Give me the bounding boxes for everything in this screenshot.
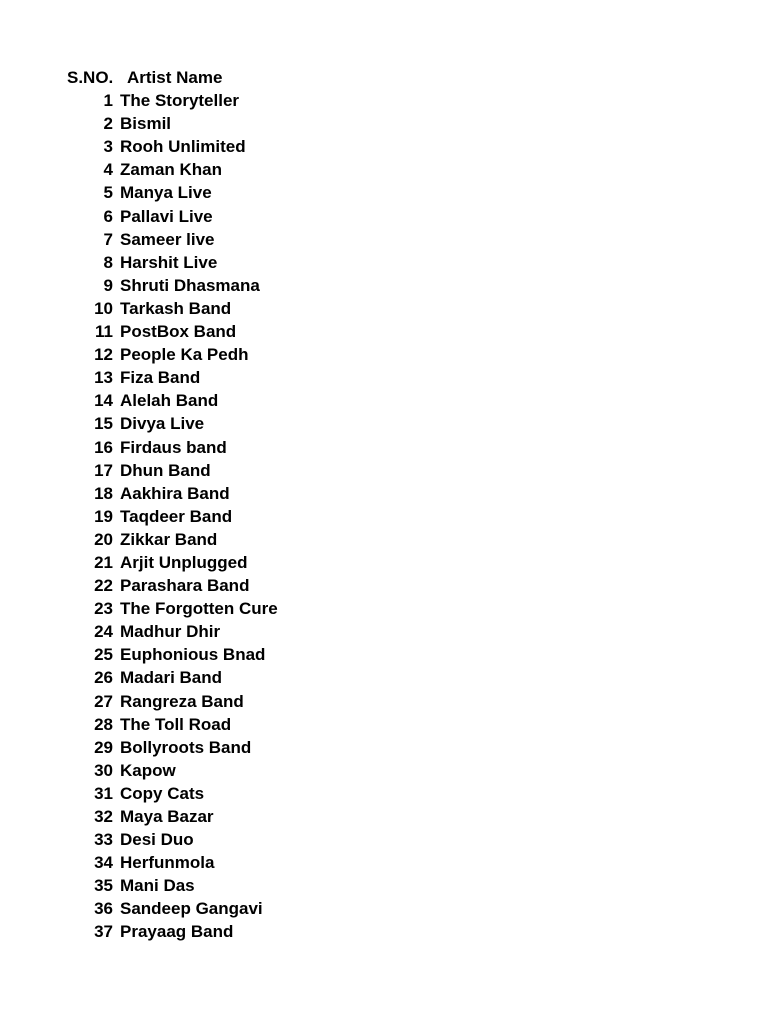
table-row bbox=[0, 874, 768, 897]
table-row bbox=[0, 713, 768, 736]
artist-name-cell: Mani Das bbox=[120, 876, 195, 896]
serial-number-cell: 1 bbox=[103, 91, 113, 111]
serial-number-cell: 20 bbox=[94, 529, 113, 549]
table-row bbox=[0, 436, 768, 459]
artist-name-cell: People Ka Pedh bbox=[120, 345, 249, 365]
serial-number-cell: 27 bbox=[94, 691, 113, 711]
serial-number-cell: 11 bbox=[95, 322, 113, 342]
serial-number-cell: 25 bbox=[94, 645, 113, 665]
artist-name-cell: Maya Bazar bbox=[120, 807, 214, 826]
artist-name-cell: Firdaus band bbox=[120, 437, 227, 457]
serial-number-cell: 30 bbox=[94, 760, 113, 780]
artist-name-cell: The Forgotten Cure bbox=[120, 599, 278, 619]
artist-name-cell: Sameer live bbox=[120, 229, 215, 249]
artist-name-cell: Alelah Band bbox=[120, 391, 219, 411]
serial-number-cell: 4 bbox=[103, 160, 113, 180]
artist-name-cell: Pallavi Live bbox=[120, 206, 213, 226]
serial-number-cell: 29 bbox=[94, 737, 113, 757]
table-row bbox=[0, 782, 768, 805]
serial-number-cell: 24 bbox=[94, 622, 113, 642]
artist-name-cell: PostBox Band bbox=[120, 322, 237, 342]
table-row bbox=[0, 690, 768, 713]
table-row bbox=[0, 366, 768, 389]
table-header-row bbox=[0, 66, 768, 89]
table-row bbox=[0, 343, 768, 366]
table-row bbox=[0, 505, 768, 528]
table-row bbox=[0, 274, 768, 297]
serial-number-cell: 18 bbox=[94, 483, 113, 503]
table-row bbox=[0, 112, 768, 135]
artist-name-cell: Madhur Dhir bbox=[120, 622, 221, 642]
serial-number-cell: 6 bbox=[103, 206, 113, 226]
serial-number-cell: 14 bbox=[94, 391, 113, 411]
artist-name-cell: Shruti Dhasmana bbox=[120, 275, 260, 295]
artist-name-header: Artist Name bbox=[127, 68, 223, 87]
table-row bbox=[0, 666, 768, 689]
serial-number-cell: 36 bbox=[94, 899, 113, 919]
serial-number-cell: 21 bbox=[94, 552, 113, 572]
table-row bbox=[0, 805, 768, 828]
serial-number-cell: 19 bbox=[94, 506, 113, 526]
serial-number-cell: 26 bbox=[94, 668, 113, 688]
table-row bbox=[0, 158, 768, 181]
serial-number-cell: 23 bbox=[94, 599, 113, 619]
serial-number-cell: 33 bbox=[94, 830, 113, 850]
table-row bbox=[0, 482, 768, 505]
serial-number-cell: 16 bbox=[94, 437, 113, 457]
serial-number-cell: 34 bbox=[94, 853, 113, 873]
serial-number-cell: 22 bbox=[94, 576, 113, 596]
table-row bbox=[0, 89, 768, 112]
artist-name-cell: The Storyteller bbox=[120, 91, 240, 111]
serial-number-cell: 37 bbox=[94, 922, 113, 942]
serial-number-cell: 3 bbox=[103, 137, 113, 157]
table-row bbox=[0, 228, 768, 251]
serial-number-cell: 10 bbox=[94, 298, 113, 318]
artist-name-cell: Rooh Unlimited bbox=[120, 137, 246, 157]
artist-name-cell: Zikkar Band bbox=[120, 529, 218, 549]
artist-name-cell: Arjit Unplugged bbox=[120, 552, 248, 572]
table-row bbox=[0, 412, 768, 435]
table-row bbox=[0, 135, 768, 158]
artist-name-cell: Bismil bbox=[120, 114, 172, 134]
table-row bbox=[0, 851, 768, 874]
table-row bbox=[0, 297, 768, 320]
artist-name-cell: Taqdeer Band bbox=[120, 506, 233, 526]
serial-number-cell: 15 bbox=[94, 414, 113, 434]
table-row bbox=[0, 320, 768, 343]
table-row bbox=[0, 736, 768, 759]
artist-name-cell: Manya Live bbox=[120, 183, 212, 203]
serial-number-cell: 8 bbox=[103, 252, 113, 272]
artist-name-cell: Bollyroots Band bbox=[120, 737, 252, 757]
table-row bbox=[0, 643, 768, 666]
artist-name-cell: Dhun Band bbox=[120, 460, 211, 480]
table-row bbox=[0, 828, 768, 851]
table-body bbox=[0, 89, 768, 943]
serial-number-cell: 32 bbox=[94, 807, 113, 826]
artist-name-cell: Sandeep Gangavi bbox=[120, 899, 263, 919]
table-row bbox=[0, 389, 768, 412]
artist-name-cell: Rangreza Band bbox=[120, 691, 244, 711]
artist-list-table bbox=[0, 66, 768, 944]
table-row bbox=[0, 620, 768, 643]
artist-name-cell: Prayaag Band bbox=[120, 922, 234, 942]
table-row bbox=[0, 528, 768, 551]
artist-name-cell: Euphonious Bnad bbox=[120, 645, 266, 665]
table-row bbox=[0, 920, 768, 943]
table-row bbox=[0, 205, 768, 228]
table-row bbox=[0, 251, 768, 274]
serial-number-header: S.NO. bbox=[67, 68, 114, 87]
artist-name-cell: Aakhira Band bbox=[120, 483, 230, 503]
artist-name-cell: Zaman Khan bbox=[120, 160, 223, 180]
serial-number-cell: 28 bbox=[94, 714, 113, 734]
artist-name-cell: Tarkash Band bbox=[120, 298, 232, 318]
artist-name-cell: Harshit Live bbox=[120, 252, 218, 272]
serial-number-cell: 2 bbox=[103, 114, 113, 134]
table-row bbox=[0, 574, 768, 597]
table-row bbox=[0, 897, 768, 920]
serial-number-cell: 5 bbox=[103, 183, 113, 203]
table-row bbox=[0, 459, 768, 482]
serial-number-cell: 17 bbox=[94, 460, 113, 480]
serial-number-cell: 9 bbox=[103, 275, 113, 295]
serial-number-cell: 12 bbox=[94, 345, 113, 365]
artist-name-cell: The Toll Road bbox=[120, 714, 232, 734]
artist-name-cell: Divya Live bbox=[120, 414, 205, 434]
artist-name-cell: Parashara Band bbox=[120, 576, 250, 596]
serial-number-cell: 7 bbox=[103, 229, 113, 249]
serial-number-cell: 31 bbox=[94, 783, 113, 803]
artist-name-cell: Madari Band bbox=[120, 668, 223, 688]
serial-number-cell: 35 bbox=[94, 876, 113, 896]
table-row bbox=[0, 551, 768, 574]
artist-name-cell: Herfunmola bbox=[120, 853, 215, 873]
artist-name-cell: Kapow bbox=[120, 760, 176, 780]
serial-number-cell: 13 bbox=[94, 368, 113, 388]
table-row bbox=[0, 759, 768, 782]
artist-name-cell: Fiza Band bbox=[120, 368, 201, 388]
table-row bbox=[0, 181, 768, 204]
artist-name-cell: Copy Cats bbox=[120, 783, 205, 803]
table-row bbox=[0, 597, 768, 620]
artist-name-cell: Desi Duo bbox=[120, 830, 194, 850]
